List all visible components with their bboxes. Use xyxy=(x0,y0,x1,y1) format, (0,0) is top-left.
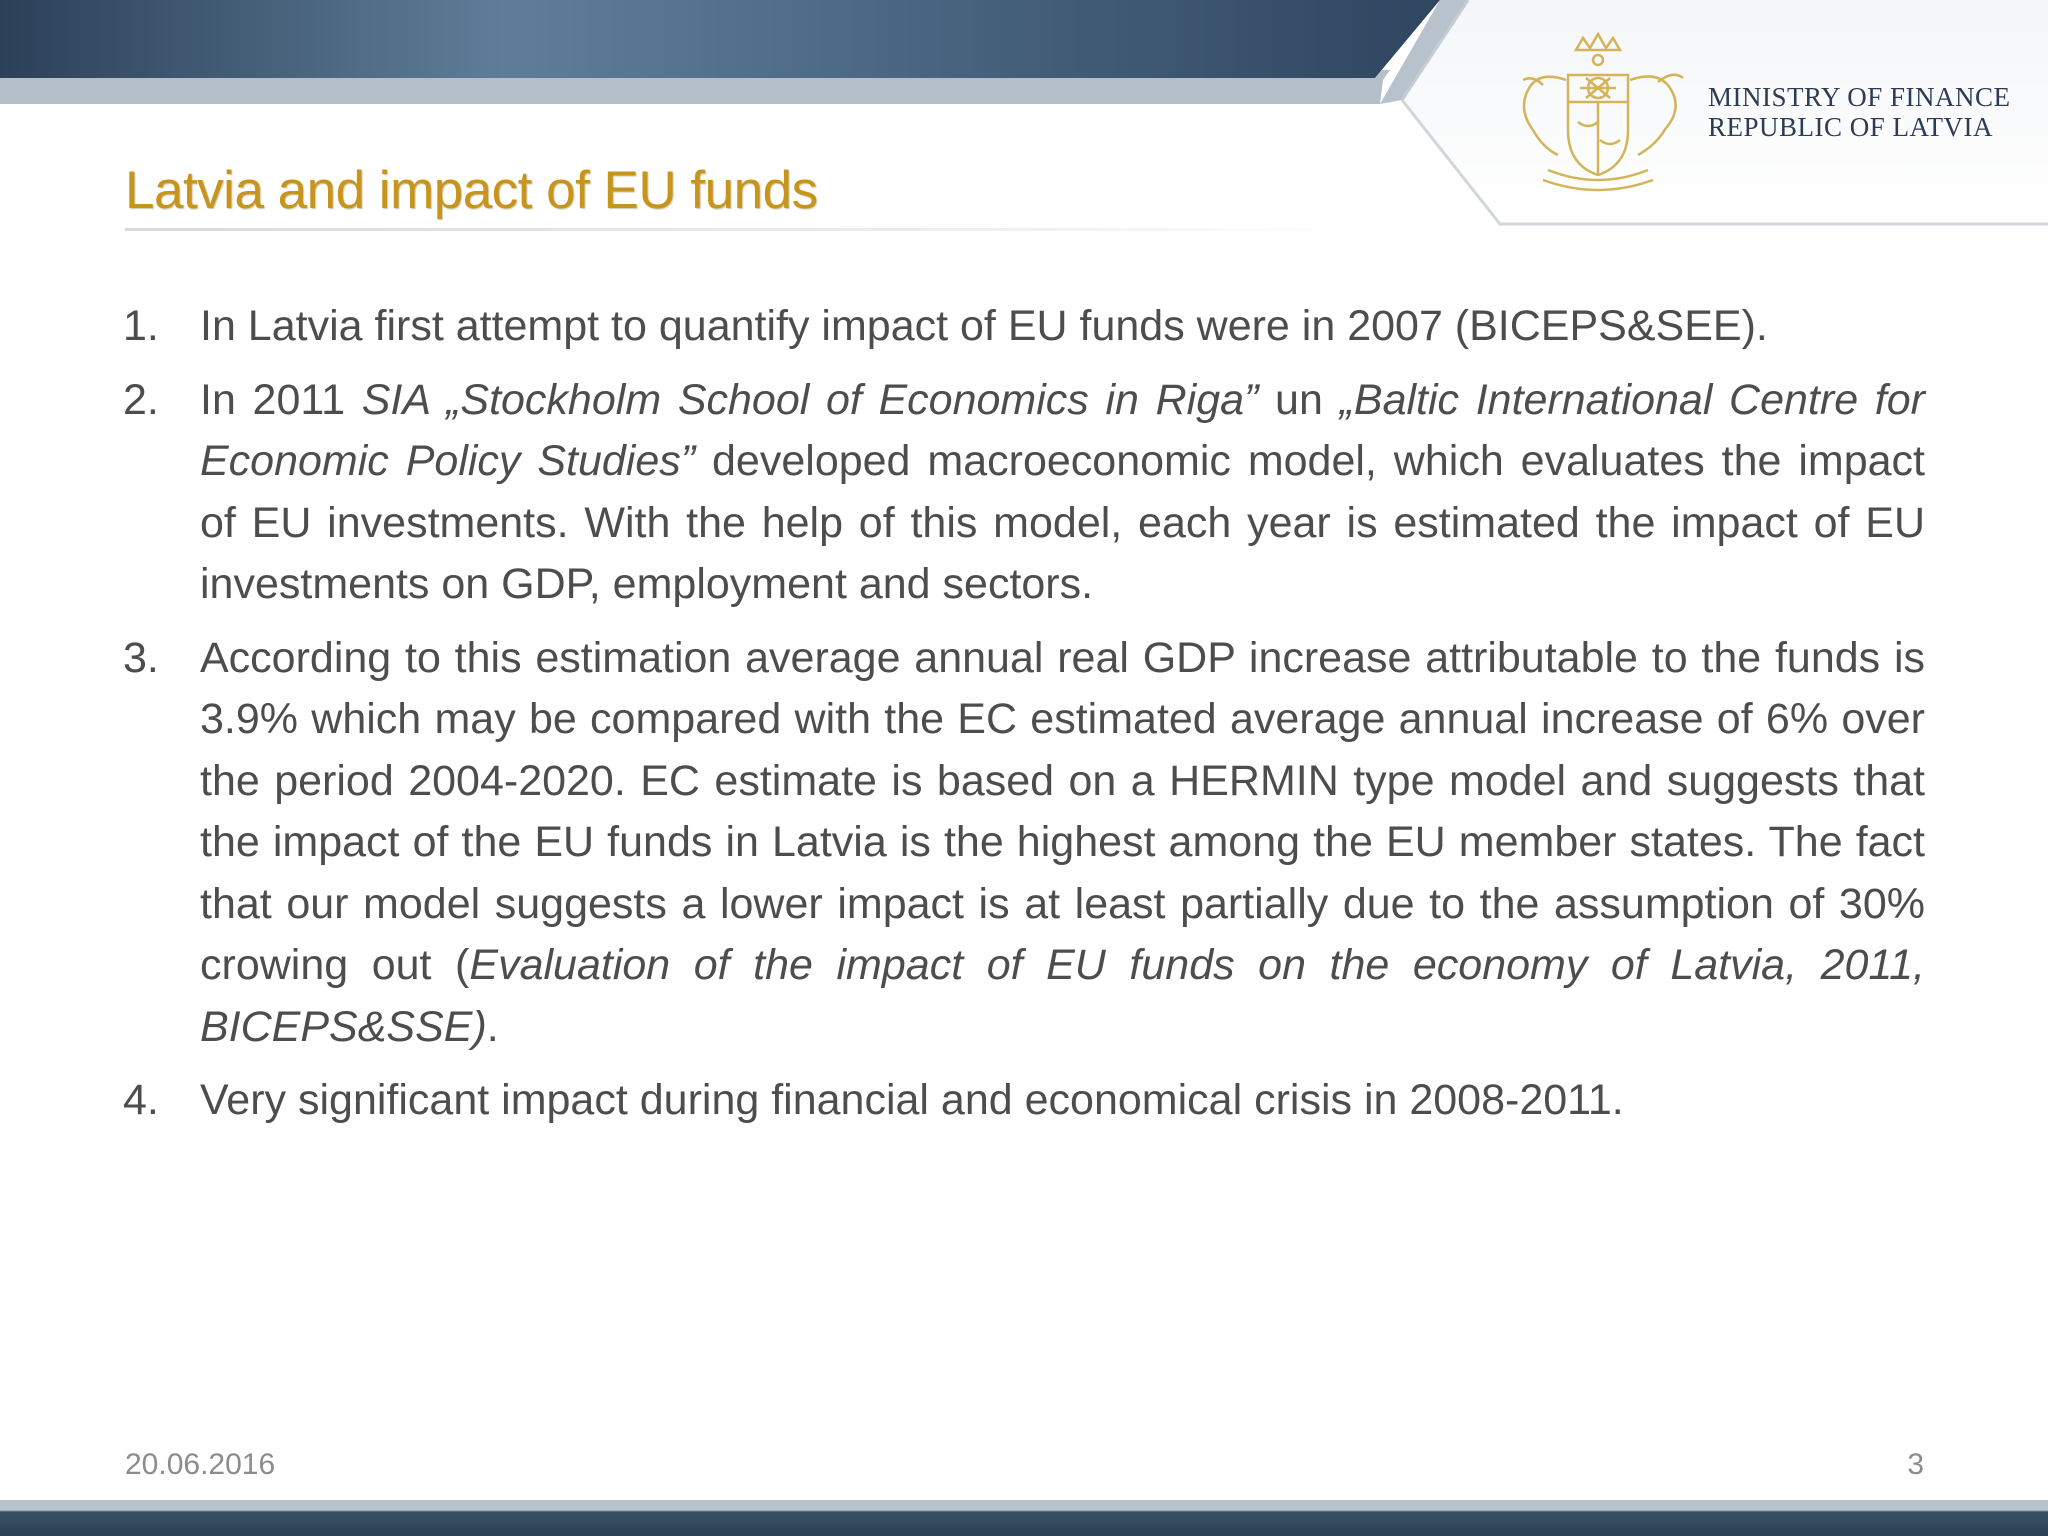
list-item-italic-text: SIA „Stockholm School of Economics in Riga” xyxy=(361,375,1259,424)
list-item-text: Very significant impact during financial and economical crisis in 2008-2011. xyxy=(200,1076,1624,1124)
list-item xyxy=(123,370,1925,616)
slide-title: Latvia and impact of EU funds xyxy=(125,161,818,220)
list-item-text: In Latvia first attempt to quantify impact of EU funds were in 2007 (BICEPS&SEE). xyxy=(200,302,1768,350)
list-item-text: In 2011 xyxy=(200,375,362,424)
list-item-text: . xyxy=(486,1002,499,1051)
footer-date: 20.06.2016 xyxy=(125,1448,276,1481)
list-item-italic-text: Evaluation of the impact of EU funds on the economy of Latvia, 2011, BICEPS&SSE) xyxy=(200,941,1925,1051)
list-item xyxy=(123,1070,1925,1132)
slide-body xyxy=(123,296,1925,1144)
list-item-italic-text: „Baltic International Centre for Economic Policy Studies” xyxy=(200,375,1925,485)
list-item-number: 1. xyxy=(123,302,159,350)
title-underline xyxy=(125,228,1345,231)
latvia-coat-of-arms-icon xyxy=(1488,30,1708,198)
list-item-text: According to this estimation average annual real GDP increase attributable to the funds is 3.9% which may be compared with the EC estimated average annual increase of 6% over the period 2004-2020. EC estimate is based on a HERMIN type model and suggests that the impact of the EU funds in Latvia is the highest among the EU member states. The fact that our model suggests a lower impact is at least partially due to the assumption of 30% crowing out ( xyxy=(200,633,1925,989)
ministry-name-line-2: REPUBLIC OF LATVIA xyxy=(1708,112,1994,142)
list-item-number: 3. xyxy=(123,633,159,682)
list-item-text: developed macroeconomic model, which evaluates the impact of EU investments. With the help of this model, each year is estimated the impact of EU investments on GDP, employment and sectors. xyxy=(200,437,1926,608)
list-item xyxy=(123,296,1925,358)
list-item-number: 2. xyxy=(123,375,159,424)
page-number: 3 xyxy=(1907,1448,1924,1481)
list-item-text: un xyxy=(1258,375,1340,424)
ministry-name-line-1: MINISTRY OF FINANCE xyxy=(1708,82,2011,112)
list-item xyxy=(123,628,1925,1059)
list-item-number: 4. xyxy=(123,1076,159,1124)
footer-band xyxy=(0,1500,2048,1536)
